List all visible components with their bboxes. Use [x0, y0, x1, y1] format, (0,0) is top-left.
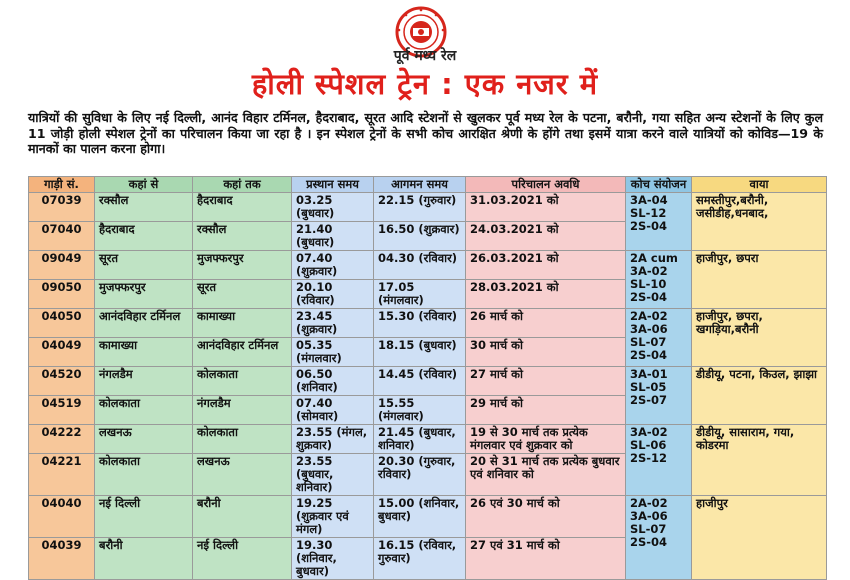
operation-period: 19 से 30 मार्च तक प्रत्येक मंगलवार एवं शुक्रवार को: [466, 425, 626, 454]
coach-composition: 3A-04 SL-12 2S-04: [626, 193, 692, 251]
arrival-time: 14.45 (रविवार): [374, 367, 466, 396]
via-stations: हाजीपुर: [692, 496, 827, 580]
from-station: कोलकाता: [95, 454, 193, 496]
to-station: रक्सौल: [193, 222, 292, 251]
table-row: [29, 496, 827, 538]
operation-period: 30 मार्च को: [466, 338, 626, 367]
via-stations: डीडीयू, सासाराम, गया, कोडरमा: [692, 425, 827, 496]
arrival-time: 17.05 (मंगलवार): [374, 280, 466, 309]
operation-period: 26.03.2021 को: [466, 251, 626, 280]
header-operation-period: परिचालन अवधि: [466, 177, 626, 193]
departure-time: 19.30 (शनिवार, बुधवार): [292, 538, 374, 580]
table-row: [29, 425, 827, 454]
to-station: कोलकाता: [193, 367, 292, 396]
departure-time: 23.45 (शुक्रवार): [292, 309, 374, 338]
to-station: लखनऊ: [193, 454, 292, 496]
coach-composition: 2A-02 3A-06 SL-07 2S-04: [626, 309, 692, 367]
from-station: लखनऊ: [95, 425, 193, 454]
train-number: 04222: [29, 425, 95, 454]
operation-period: 28.03.2021 को: [466, 280, 626, 309]
header-via: वाया: [692, 177, 827, 193]
departure-time: 23.55 (बुधवार, शनिवार): [292, 454, 374, 496]
to-station: नई दिल्ली: [193, 538, 292, 580]
page-header: [0, 0, 850, 101]
train-number: 07039: [29, 193, 95, 222]
coach-composition: 2A cum 3A-02 SL-10 2S-04: [626, 251, 692, 309]
arrival-time: 04.30 (रविवार): [374, 251, 466, 280]
to-station: सूरत: [193, 280, 292, 309]
header-coach-composition: कोच संयोजन: [626, 177, 692, 193]
via-stations: हाजीपुर, छपरा: [692, 251, 827, 309]
train-number: 04050: [29, 309, 95, 338]
operation-period: 20 से 31 मार्च तक प्रत्येक बुधवार एवं शनिवार को: [466, 454, 626, 496]
arrival-time: 16.15 (रविवार, गुरुवार): [374, 538, 466, 580]
from-station: कामाख्या: [95, 338, 193, 367]
table-row: [29, 251, 827, 280]
to-station: हैदराबाद: [193, 193, 292, 222]
departure-time: 23.55 (मंगल, शुक्रवार): [292, 425, 374, 454]
operation-period: 27 एवं 31 मार्च को: [466, 538, 626, 580]
from-station: हैदराबाद: [95, 222, 193, 251]
operation-period: 24.03.2021 को: [466, 222, 626, 251]
to-station: कामाख्या: [193, 309, 292, 338]
operation-period: 29 मार्च को: [466, 396, 626, 425]
operation-period: 26 एवं 30 मार्च को: [466, 496, 626, 538]
to-station: आनंदविहार टर्मिनल: [193, 338, 292, 367]
coach-composition: 3A-02 SL-06 2S-12: [626, 425, 692, 496]
departure-time: 20.10 (रविवार): [292, 280, 374, 309]
table-header-row: [29, 177, 827, 193]
train-number: 09050: [29, 280, 95, 309]
arrival-time: 15.55 (मंगलवार): [374, 396, 466, 425]
organization-name: पूर्व मध्य रेल: [393, 48, 457, 64]
table-row: [29, 309, 827, 338]
train-number: 04519: [29, 396, 95, 425]
train-number: 04039: [29, 538, 95, 580]
arrival-time: 16.50 (शुक्रवार): [374, 222, 466, 251]
departure-time: 07.40 (शुक्रवार): [292, 251, 374, 280]
header-to: कहां तक: [193, 177, 292, 193]
arrival-time: 15.00 (शनिवार, बुधवार): [374, 496, 466, 538]
from-station: नंगलडैम: [95, 367, 193, 396]
from-station: रक्सौल: [95, 193, 193, 222]
train-number: 04520: [29, 367, 95, 396]
from-station: सूरत: [95, 251, 193, 280]
coach-composition: 3A-01 SL-05 2S-07: [626, 367, 692, 425]
from-station: नई दिल्ली: [95, 496, 193, 538]
from-station: बरौनी: [95, 538, 193, 580]
coach-composition: 2A-02 3A-06 SL-07 2S-04: [626, 496, 692, 580]
to-station: नंगलडैम: [193, 396, 292, 425]
train-number: 04049: [29, 338, 95, 367]
table-row: [29, 193, 827, 222]
departure-time: 07.40 (सोमवार): [292, 396, 374, 425]
departure-time: 21.40 (बुधवार): [292, 222, 374, 251]
departure-time: 03.25 (बुधवार): [292, 193, 374, 222]
arrival-time: 15.30 (रविवार): [374, 309, 466, 338]
arrival-time: 20.30 (गुरुवार, रविवार): [374, 454, 466, 496]
page-title: होली स्पेशल ट्रेन : एक नजर में: [251, 67, 599, 101]
train-number: 09049: [29, 251, 95, 280]
departure-time: 06.50 (शनिवार): [292, 367, 374, 396]
train-number: 07040: [29, 222, 95, 251]
train-number: 04221: [29, 454, 95, 496]
arrival-time: 18.15 (बुधवार): [374, 338, 466, 367]
to-station: कोलकाता: [193, 425, 292, 454]
departure-time: 19.25 (शुक्रवार एवं मंगल): [292, 496, 374, 538]
intro-paragraph: यात्रियों की सुविधा के लिए नई दिल्ली, आनंद विहार टर्मिनल, हैदराबाद, सूरत आदि स्टेशनों से खुलकर पूर्व मध्य रेल के पटना, बरौनी, गया सहित अन्य स्टेशनों के लिए कुल 11 जोड़ी होली स्पेशल ट्रेनों का परिचालन किया जा रहा है । इन स्पेशल ट्रेनों के सभी कोच आरक्षित श्रेणी के होंगे तथा इसमें यात्रा करने वाले यात्रियों को कोविड—19 के मानकों का पालन करना होगा।: [28, 110, 823, 156]
train-number: 04040: [29, 496, 95, 538]
holi-special-trains-table: [28, 176, 827, 580]
header-from: कहां से: [95, 177, 193, 193]
via-stations: हाजीपुर, छपरा, खगड़िया,बरौनी: [692, 309, 827, 367]
header-train-no: गाड़ी सं.: [29, 177, 95, 193]
operation-period: 27 मार्च को: [466, 367, 626, 396]
departure-time: 05.35 (मंगलवार): [292, 338, 374, 367]
to-station: बरौनी: [193, 496, 292, 538]
operation-period: 26 मार्च को: [466, 309, 626, 338]
to-station: मुजफ्फरपुर: [193, 251, 292, 280]
operation-period: 31.03.2021 को: [466, 193, 626, 222]
arrival-time: 22.15 (गुरुवार): [374, 193, 466, 222]
header-departure: प्रस्थान समय: [292, 177, 374, 193]
from-station: आनंदविहार टर्मिनल: [95, 309, 193, 338]
from-station: मुजफ्फरपुर: [95, 280, 193, 309]
from-station: कोलकाता: [95, 396, 193, 425]
table-row: [29, 367, 827, 396]
via-stations: समस्तीपुर,बरौनी, जसीडीह,धनबाद,: [692, 193, 827, 251]
via-stations: डीडीयू, पटना, किउल, झाझा: [692, 367, 827, 425]
header-arrival: आगमन समय: [374, 177, 466, 193]
arrival-time: 21.45 (बुधवार, शनिवार): [374, 425, 466, 454]
